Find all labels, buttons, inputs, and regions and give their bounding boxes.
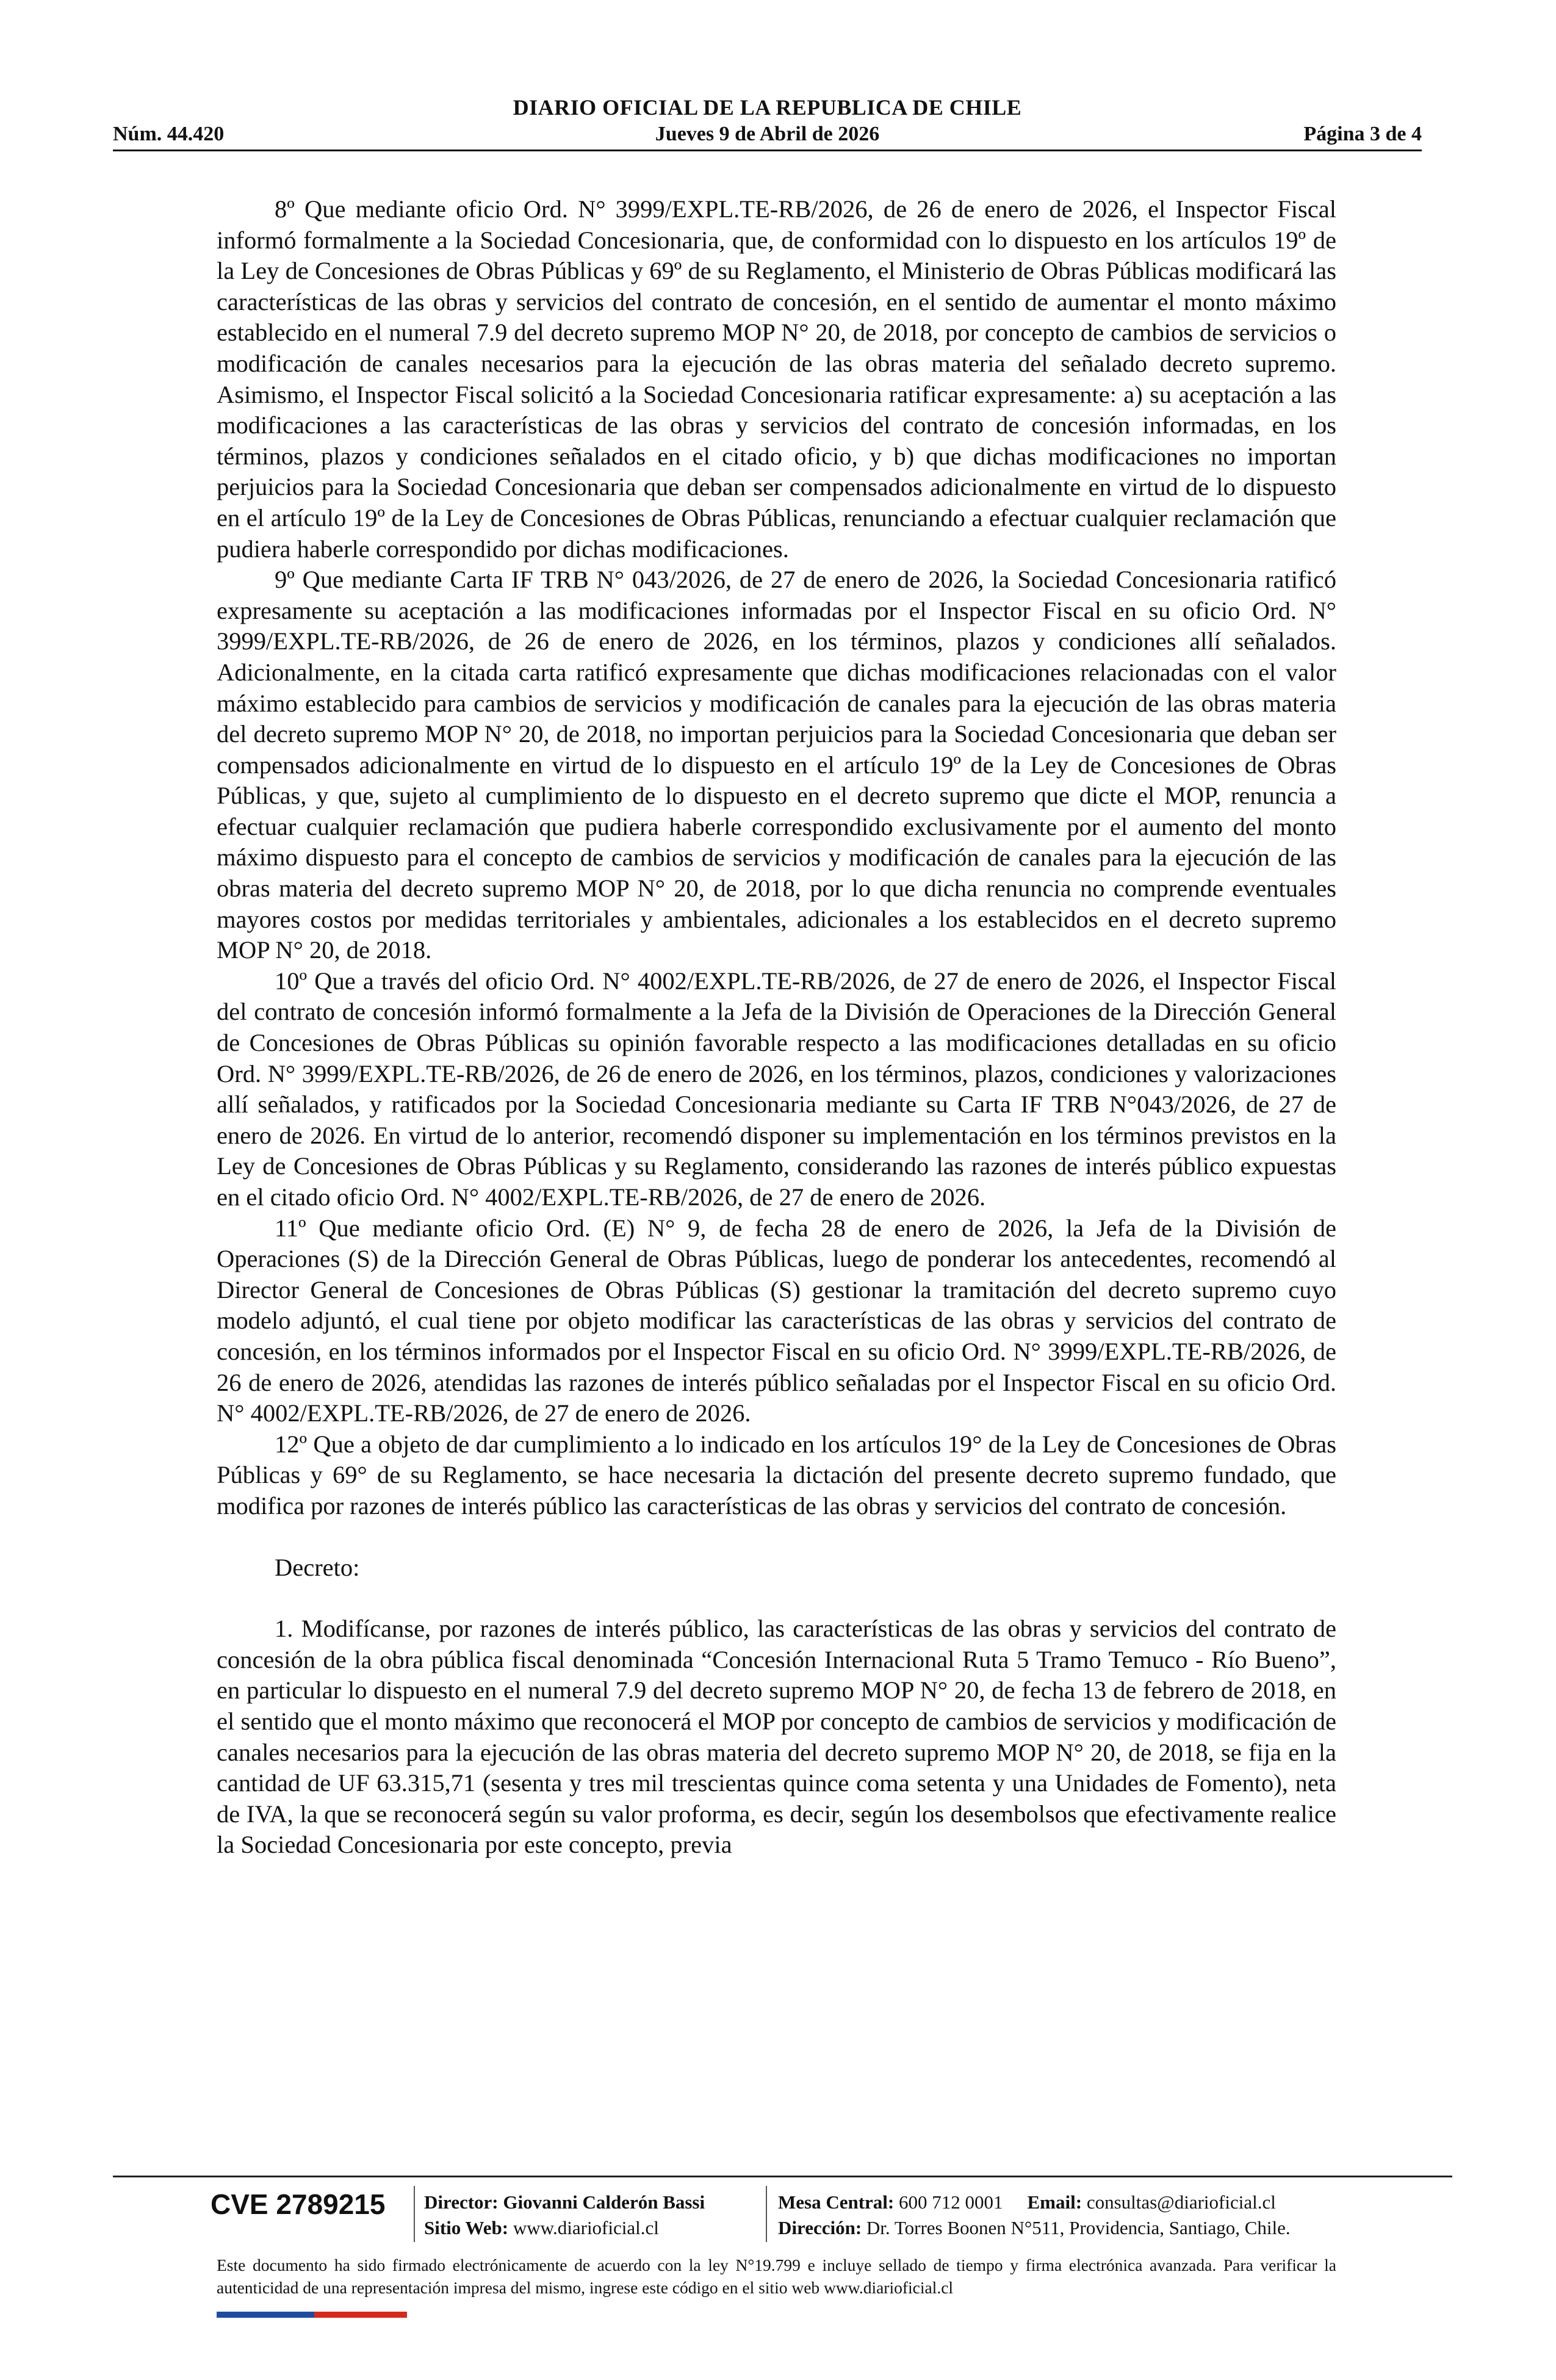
page-indicator: Página 3 de 4 [1303, 123, 1422, 145]
paragraph-8: 8º Que mediante oficio Ord. N° 3999/EXPL.TE-RB/2026, de 26 de enero de 2026, el Inspector Fiscal informó formalmente a la Sociedad Concesionaria, que, de conformidad con lo dispuesto en los artículos 19º de la Ley de Concesiones de Obras Públicas y 69º de su Reglamento, el Ministerio de Obras Públicas modificará las características de las obras y servicios del contrato de concesión, en el sentido de aumentar el monto máximo establecido en el numeral 7.9 del decreto supremo MOP N° 20, de 2018, por concepto de cambios de servicios o modificación de canales necesarios para la ejecución de las obras materia del señalado decreto supremo. Asimismo, el Inspector Fiscal solicitó a la Sociedad Concesionaria ratificar expresamente: a) su aceptación a las modificaciones a las características de las obras y servicios del contrato de concesión informadas, en los términos, plazos y condiciones señalados en el citado oficio, y b) que dichas modificaciones no importan perjuicios para la Sociedad Concesionaria que deban ser compensados adicionalmente en virtud de lo dispuesto en el artículo 19º de la Ley de Concesiones de Obras Públicas, renunciando a efectuar cualquier reclamación que pudiera haberle correspondido por dichas modificaciones. [217, 195, 1336, 563]
issue-date: Jueves 9 de Abril de 2026 [655, 123, 880, 145]
paragraph-11: 11º Que mediante oficio Ord. (E) N° 9, de fecha 28 de enero de 2026, la Jefa de la División de Operaciones (S) de la Dirección General de Obras Públicas, luego de ponderar los antecedentes, recomendó al Director General de Concesiones de Obras Públicas (S) gestionar la tramitación del decreto supremo cuyo modelo adjuntó, el cual tiene por objeto modificar las características de las obras y servicios del contrato de concesión, en los términos informados por el Inspector Fiscal en su oficio Ord. N° 3999/EXPL.TE-RB/2026, de 26 de enero de 2026, atendidas las razones de interés público señaladas por el Inspector Fiscal en su oficio Ord. N° 4002/EXPL.TE-RB/2026, de 27 de enero de 2026. [217, 1214, 1336, 1427]
address-text: Dr. Torres Boonen N°511, Providencia, Santiago, Chile. [866, 2217, 1291, 2238]
footer-divider [113, 2176, 1452, 2177]
director-name: Giovanni Calderón Bassi [503, 2191, 705, 2213]
article-1: 1. Modifícanse, por razones de interés público, las características de las obras y servicios del contrato de concesión de la obra pública fiscal denominada “Concesión Internacional Ruta 5 Tramo Temuco - Río Bueno”, en particular lo dispuesto en el numeral 7.9 del decreto supremo MOP N° 20, de fecha 13 de febrero de 2018, en el sentido que el monto máximo que reconocerá el MOP por concepto de cambios de servicios y modificación de canales necesarios para la ejecución de las obras materia del decreto supremo MOP N° 20, de 2018, se fija en la cantidad de UF 63.315,71 (sesenta y tres mil trescientas quince coma setenta y una Unidades de Fomento), neta de IVA, la que se reconocerá según su valor proforma, es decir, según los desembolsos que efectivamente realice la Sociedad Concesionaria por este concepto, previa [217, 1615, 1336, 1859]
paragraph-10: 10º Que a través del oficio Ord. N° 4002/EXPL.TE-RB/2026, de 27 de enero de 2026, el Inspector Fiscal del contrato de concesión informó formalmente a la Jefa de la División de Operaciones de la Dirección General de Concesiones de Obras Públicas su opinión favorable respecto a las modificaciones detalladas en su oficio Ord. N° 3999/EXPL.TE-RB/2026, de 26 de enero de 2026, en los términos, plazos, condiciones y valorizaciones allí señalados, y ratificados por la Sociedad Concesionaria mediante su Carta IF TRB N°043/2026, de 27 de enero de 2026. En virtud de lo anterior, recomendó disponer su implementación en los términos previstos en la Ley de Concesiones de Obras Públicas y su Reglamento, considerando las razones de interés público expuestas en el citado oficio Ord. N° 4002/EXPL.TE-RB/2026, de 27 de enero de 2026. [217, 967, 1336, 1211]
document-body [217, 194, 1336, 1861]
publication-title: DIARIO OFICIAL DE LA REPUBLICA DE CHILE [513, 95, 1022, 120]
footer-contact-block [778, 2190, 1291, 2241]
cve-code: CVE 2789215 [211, 2188, 386, 2220]
footer-separator [766, 2186, 767, 2242]
mesa-phone: 600 712 0001 [899, 2191, 1003, 2213]
director-label: Director: [424, 2191, 499, 2213]
address-label: Dirección: [778, 2217, 862, 2238]
email-label: Email: [1027, 2191, 1082, 2213]
email-link[interactable]: consultas@diarioficial.cl [1086, 2191, 1276, 2213]
flag-stripe-blue [217, 2312, 314, 2318]
paragraph-12: 12º Que a objeto de dar cumplimiento a lo indicado en los artículos 19° de la Ley de Concesiones de Obras Públicas y 69° de su Reglamento, se hace necesaria la dictación del presente decreto supremo fundado, que modifica por razones de interés público las características de las obras y servicios del contrato de concesión. [217, 1430, 1336, 1520]
footer-director-block [424, 2190, 705, 2241]
mesa-label: Mesa Central: [778, 2191, 895, 2213]
website-label: Sitio Web: [424, 2217, 509, 2238]
flag-stripe-red [314, 2312, 407, 2318]
website-link[interactable]: www.diarioficial.cl [513, 2217, 659, 2238]
footer-separator [414, 2186, 415, 2242]
page-header [113, 95, 1422, 151]
decreto-heading: Decreto: [275, 1553, 360, 1581]
signature-notice: Este documento ha sido firmado electrónicamente de acuerdo con la ley N°19.799 e incluye sellado de tiempo y firma electrónica avanzada. Para verificar la autenticidad de una representación impresa del mismo, ingrese este código en el sitio web www.diarioficial.cl [217, 2256, 1336, 2297]
issue-number: Núm. 44.420 [113, 123, 225, 145]
paragraph-9: 9º Que mediante Carta IF TRB N° 043/2026, de 27 de enero de 2026, la Sociedad Concesionaria ratificó expresamente su aceptación a las modificaciones informadas por el Inspector Fiscal en su oficio Ord. N° 3999/EXPL.TE-RB/2026, de 26 de enero de 2026, en los términos, plazos y condiciones allí señalados. Adicionalmente, en la citada carta ratificó expresamente que dichas modificaciones relacionadas con el valor máximo establecido para cambios de servicios y modificación de canales para la ejecución de las obras materia del decreto supremo MOP N° 20, de 2018, no importan perjuicios para la Sociedad Concesionaria que deban ser compensados adicionalmente en virtud de lo dispuesto en el artículo 19º de la Ley de Concesiones de Obras Públicas, y que, sujeto al cumplimiento de lo dispuesto en el decreto supremo que dicte el MOP, renuncia a efectuar cualquier reclamación que pudiera haberle correspondido exclusivamente por el aumento del monto máximo dispuesto para el concepto de cambios de servicios y modificación de canales para la ejecución de las obras materia del decreto supremo MOP N° 20, de 2018, por lo que dicha renuncia no comprende eventuales mayores costos por medidas territoriales y ambientales, adicionales a los establecidos en el decreto supremo MOP N° 20, de 2018. [217, 566, 1336, 964]
